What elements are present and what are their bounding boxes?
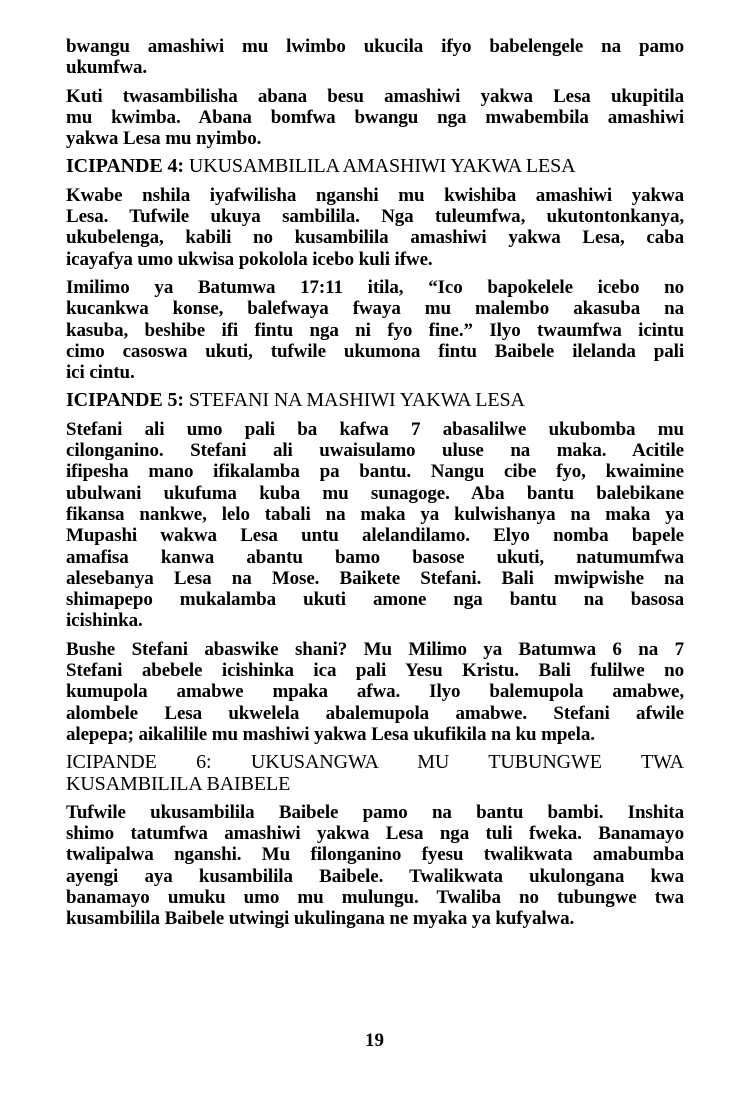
line-text: ubulwani ukufuma kuba mu sunagoge. Aba bantu balebikane: [66, 482, 684, 504]
text-line: [66, 36, 684, 57]
line-text: Stefani abebele icishinka ica pali Yesu Kristu. Bali fulilwe no: [66, 660, 684, 682]
page-body: [66, 36, 684, 937]
text-line: [66, 823, 684, 844]
paragraph: [66, 277, 684, 383]
text-line: [66, 752, 684, 773]
line-text: Bushe Stefani abaswike shani? Mu Milimo ya Batumwa 6 na 7: [66, 638, 684, 660]
line-text: alepepa; aikalilile mu mashiwi yakwa Lesa ukufikila na ku mpela.: [66, 723, 595, 745]
text-line: [66, 206, 684, 227]
text-line: [66, 57, 684, 78]
line-text: cimo casoswa ukuti, tufwile ukumona fintu Baibele ilelanda pali: [66, 340, 684, 362]
text-line: [66, 660, 684, 681]
text-line: [66, 440, 684, 461]
line-text: fikansa nankwe, lelo tabali na maka ya kulwishanya na maka ya: [66, 503, 684, 525]
line-text: Imilimo ya Batumwa 17:11 itila, “Ico bapokelele icebo no: [66, 276, 684, 298]
text-line: [66, 610, 684, 631]
text-line: [66, 589, 684, 610]
paragraph: [66, 802, 684, 930]
line-text: alombele Lesa ukwelela abalemupola amabwe. Stefani afwile: [66, 702, 684, 724]
text-line: [66, 156, 684, 177]
text-line: [66, 774, 684, 795]
line-text: ici cintu.: [66, 362, 135, 384]
line-text: kusambilila Baibele utwingi ukulingana ne myaka ya kufyalwa.: [66, 908, 575, 930]
line-text: twalipalwa nganshi. Mu filonganino fyesu twalikwata amabumba: [66, 844, 684, 866]
line-text: kasuba, beshibe ifi fintu nga ni fyo fine.” Ilyo twaumfwa icintu: [66, 319, 684, 341]
line-text: mu kwimba. Abana bomfwa bwangu nga mwabembila amashiwi: [66, 106, 684, 128]
line-text: icishinka.: [66, 610, 143, 632]
text-line: [66, 908, 684, 929]
line-text: amafisa kanwa abantu bamo basose ukuti, natumumfwa: [66, 546, 684, 568]
line-text: icayafya umo ukwisa pokolola icebo kuli ifwe.: [66, 248, 433, 270]
text-line: [66, 277, 684, 298]
text-line: [66, 227, 684, 248]
text-line: [66, 724, 684, 745]
section-label: ICIPANDE 5:: [66, 389, 184, 412]
line-text: Stefani ali umo pali ba kafwa 7 abasalilwe ukubomba mu: [66, 418, 684, 440]
line-text: ifipesha mano ifikalamba pa bantu. Nangu cibe fyo, kwaimine: [66, 461, 684, 483]
paragraph: [66, 185, 684, 270]
section-heading: [66, 156, 684, 177]
line-text: alesebanya Lesa na Mose. Baikete Stefani. Bali mwipwishe na: [66, 567, 684, 589]
line-text: shimo tatumfwa amashiwi yakwa Lesa nga tuli fweka. Banamayo: [66, 823, 684, 845]
page-number: 19: [365, 1030, 384, 1051]
line-text: ayengi aya kusambilila Baibele. Twalikwata ukulongana kwa: [66, 865, 684, 887]
text-line: [66, 298, 684, 319]
text-line: [66, 128, 684, 149]
text-line: [66, 341, 684, 362]
text-line: [66, 249, 684, 270]
text-line: [66, 86, 684, 107]
line-text: bwangu amashiwi mu lwimbo ukucila ifyo babelengele na pamo: [66, 36, 684, 57]
line-text: kumupola amabwe mpaka afwa. Ilyo balemupola amabwe,: [66, 681, 684, 703]
text-line: [66, 547, 684, 568]
text-line: [66, 568, 684, 589]
text-line: [66, 866, 684, 887]
text-line: [66, 107, 684, 128]
paragraph: [66, 639, 684, 745]
paragraph: [66, 419, 684, 632]
line-text: kucankwa konse, balefwaya fwaya mu malembo akasuba na: [66, 298, 684, 320]
line-text: Lesa. Tufwile ukuya sambilila. Nga tuleumfwa, ukutontonkanya,: [66, 206, 684, 228]
line-text: Mupashi wakwa Lesa untu alelandilamo. Elyo nomba bapele: [66, 525, 684, 547]
section-label: ICIPANDE 4:: [66, 155, 184, 178]
text-line: [66, 703, 684, 724]
line-text: Kuti twasambilisha abana besu amashiwi yakwa Lesa ukupitila: [66, 85, 684, 107]
line-text: Kwabe nshila iyafwilisha nganshi mu kwishiba amashiwi yakwa: [66, 184, 684, 206]
line-text: ICIPANDE 6: UKUSANGWA MU TUBUNGWE TWA: [66, 751, 684, 774]
text-line: [66, 504, 684, 525]
line-text: Tufwile ukusambilila Baibele pamo na bantu bambi. Inshita: [66, 801, 684, 823]
text-line: [66, 419, 684, 440]
line-text: STEFANI NA MASHIWI YAKWA LESA: [188, 389, 525, 412]
text-line: [66, 362, 684, 383]
text-line: [66, 802, 684, 823]
paragraph: [66, 36, 684, 79]
line-text: ukumfwa.: [66, 57, 148, 79]
text-line: [66, 525, 684, 546]
line-text: cilonganino. Stefani ali uwaisulamo uluse na maka. Acitile: [66, 440, 684, 462]
text-line: [66, 483, 684, 504]
line-text: yakwa Lesa mu nyimbo.: [66, 128, 262, 150]
text-line: [66, 461, 684, 482]
text-line: [66, 390, 684, 411]
line-text: ukubelenga, kabili no kusambilila amashiwi yakwa Lesa, caba: [66, 227, 684, 249]
line-text: banamayo umuku umo mu mulungu. Twaliba no tubungwe twa: [66, 886, 684, 908]
text-line: [66, 320, 684, 341]
text-line: [66, 681, 684, 702]
text-line: [66, 844, 684, 865]
line-text: UKUSAMBILILA AMASHIWI YAKWA LESA: [188, 155, 576, 178]
section-heading: [66, 390, 684, 411]
text-line: [66, 639, 684, 660]
line-text: KUSAMBILILA BAIBELE: [66, 772, 291, 795]
text-line: [66, 887, 684, 908]
line-text: shimapepo mukalamba ukuti amone nga bantu na basosa: [66, 589, 684, 611]
text-line: [66, 185, 684, 206]
paragraph: [66, 86, 684, 150]
section-heading: [66, 752, 684, 795]
